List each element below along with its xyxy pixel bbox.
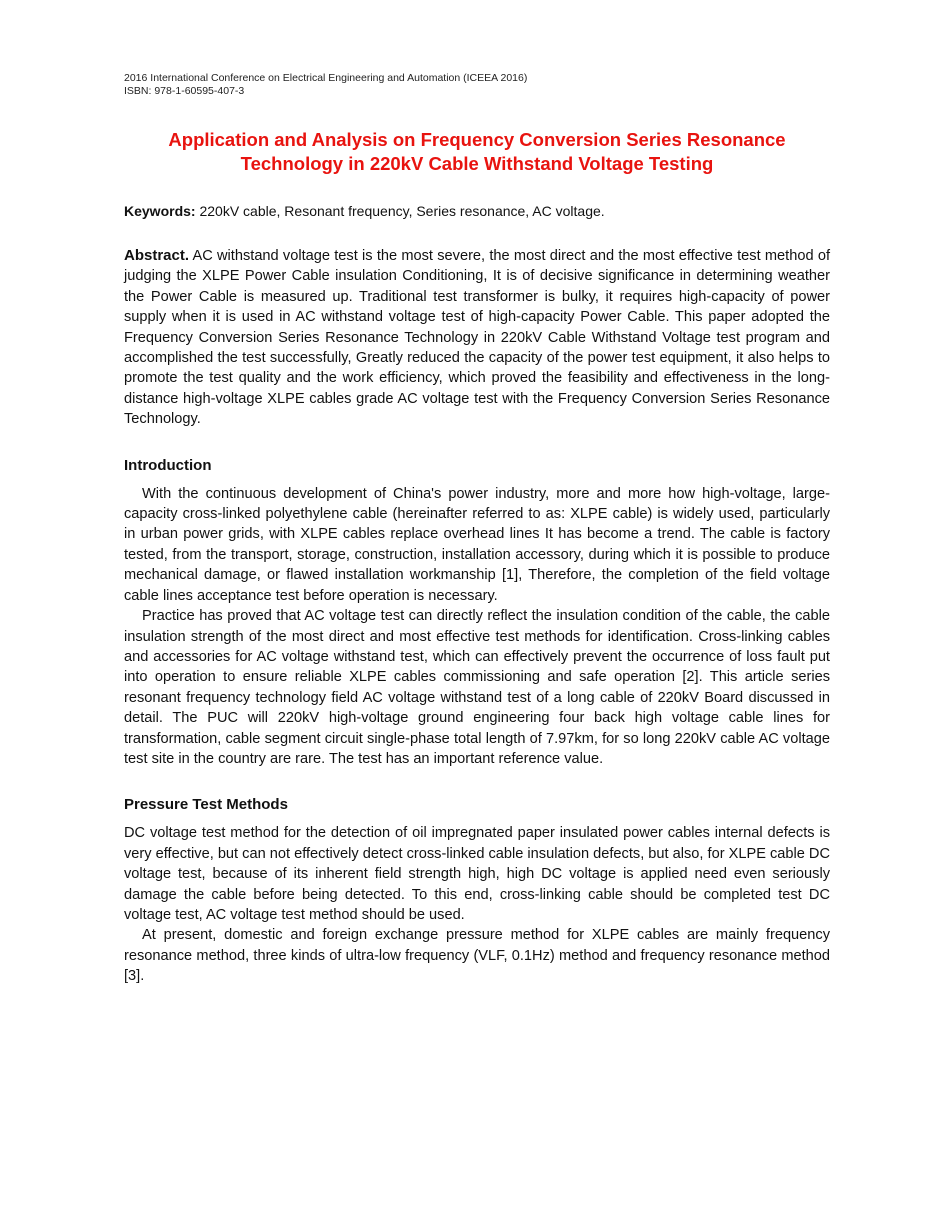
isbn: ISBN: 978-1-60595-407-3 <box>124 85 245 97</box>
paper-page <box>124 72 830 987</box>
keywords <box>124 202 830 220</box>
keywords-label: Keywords: <box>124 203 196 219</box>
title-line-2: Technology in 220kV Cable Withstand Voltage Testing <box>240 153 714 174</box>
abstract-text: AC withstand voltage test is the most severe, the most direct and the most effective test method of judging the XLPE Power Cable insulation Conditioning, It is of decisive significance in determining weather the Power Cable is measured up. Traditional test transformer is bulky, it requires high-capacity of power supply when it is used in AC withstand voltage test of high-capacity Power Cable. This paper adopted the Frequency Conversion Series Resonance Technology in 220kV Cable Withstand Voltage test program and accomplished the test successfully, Greatly reduced the capacity of the power test equipment, it also helps to promote the test quality and the work efficiency, which proved the feasibility and effectiveness in the long-distance high-voltage XLPE cables grade AC voltage test with the Frequency Conversion Series Resonance Technology. <box>124 248 830 428</box>
section-heading-introduction: Introduction <box>124 456 212 474</box>
pressure-paragraph-2: At present, domestic and foreign exchange pressure method for XLPE cables are mainly frequency resonance method, three kinds of ultra-low frequency (VLF, 0.1Hz) method and frequency resonance method [3]. <box>124 927 830 985</box>
pressure-paragraph-1: DC voltage test method for the detection of oil impregnated paper insulated power cables internal defects is very effective, but can not effectively detect cross-linked cable insulation defects, but also, for XLPE cable DC voltage test, because of its inherent field strength high, high DC voltage is applied need even seriously damage the cable before being detected. To this end, cross-linking cable should be completed test DC voltage test, AC voltage test method should be used. <box>124 825 831 923</box>
paper-title <box>124 128 830 176</box>
abstract <box>124 246 830 430</box>
keywords-text: 220kV cable, Resonant frequency, Series resonance, AC voltage. <box>195 203 605 219</box>
introduction-paragraph-2: Practice has proved that AC voltage test can directly reflect the insulation condition of the cable, the cable insulation strength of the most direct and most effective test methods for identification. Cross-linking cables and accessories for AC voltage withstand test, which can effectively prevent the occurrence of loss fault put into operation to ensure reliable XLPE cables commissioning and safe operation [2]. This article series resonant frequency technology field AC voltage withstand test of a long cable of 220kV Board discussed in detail. The PUC will 220kV high-voltage ground engineering four back high voltage cable lines for transformation, cable segment circuit single-phase total length of 7.97km, for so long 220kV cable AC voltage test site in the country are rare. The test has an important reference value. <box>124 608 830 767</box>
abstract-label: Abstract. <box>124 247 190 264</box>
title-line-1: Application and Analysis on Frequency Conversion Series Resonance <box>168 129 786 150</box>
introduction-paragraph-1: With the continuous development of China's power industry, more and more how high-voltage, large-capacity cross-linked polyethylene cable (hereinafter referred to as: XLPE cable) is widely used, particularly in urban power grids, with XLPE cables replace overhead lines It has become a trend. The cable is factory tested, from the transport, storage, construction, installation accessory, during which it is possible to produce mechanical damage, or flawed installation workmanship [1], Therefore, the completion of the field voltage cable lines acceptance test before operation is necessary. <box>124 485 830 604</box>
conference-name: 2016 International Conference on Electrical Engineering and Automation (ICEEA 2016) <box>124 72 528 84</box>
conference-header <box>124 72 830 98</box>
section-heading-pressure-test-methods: Pressure Test Methods <box>124 796 288 814</box>
